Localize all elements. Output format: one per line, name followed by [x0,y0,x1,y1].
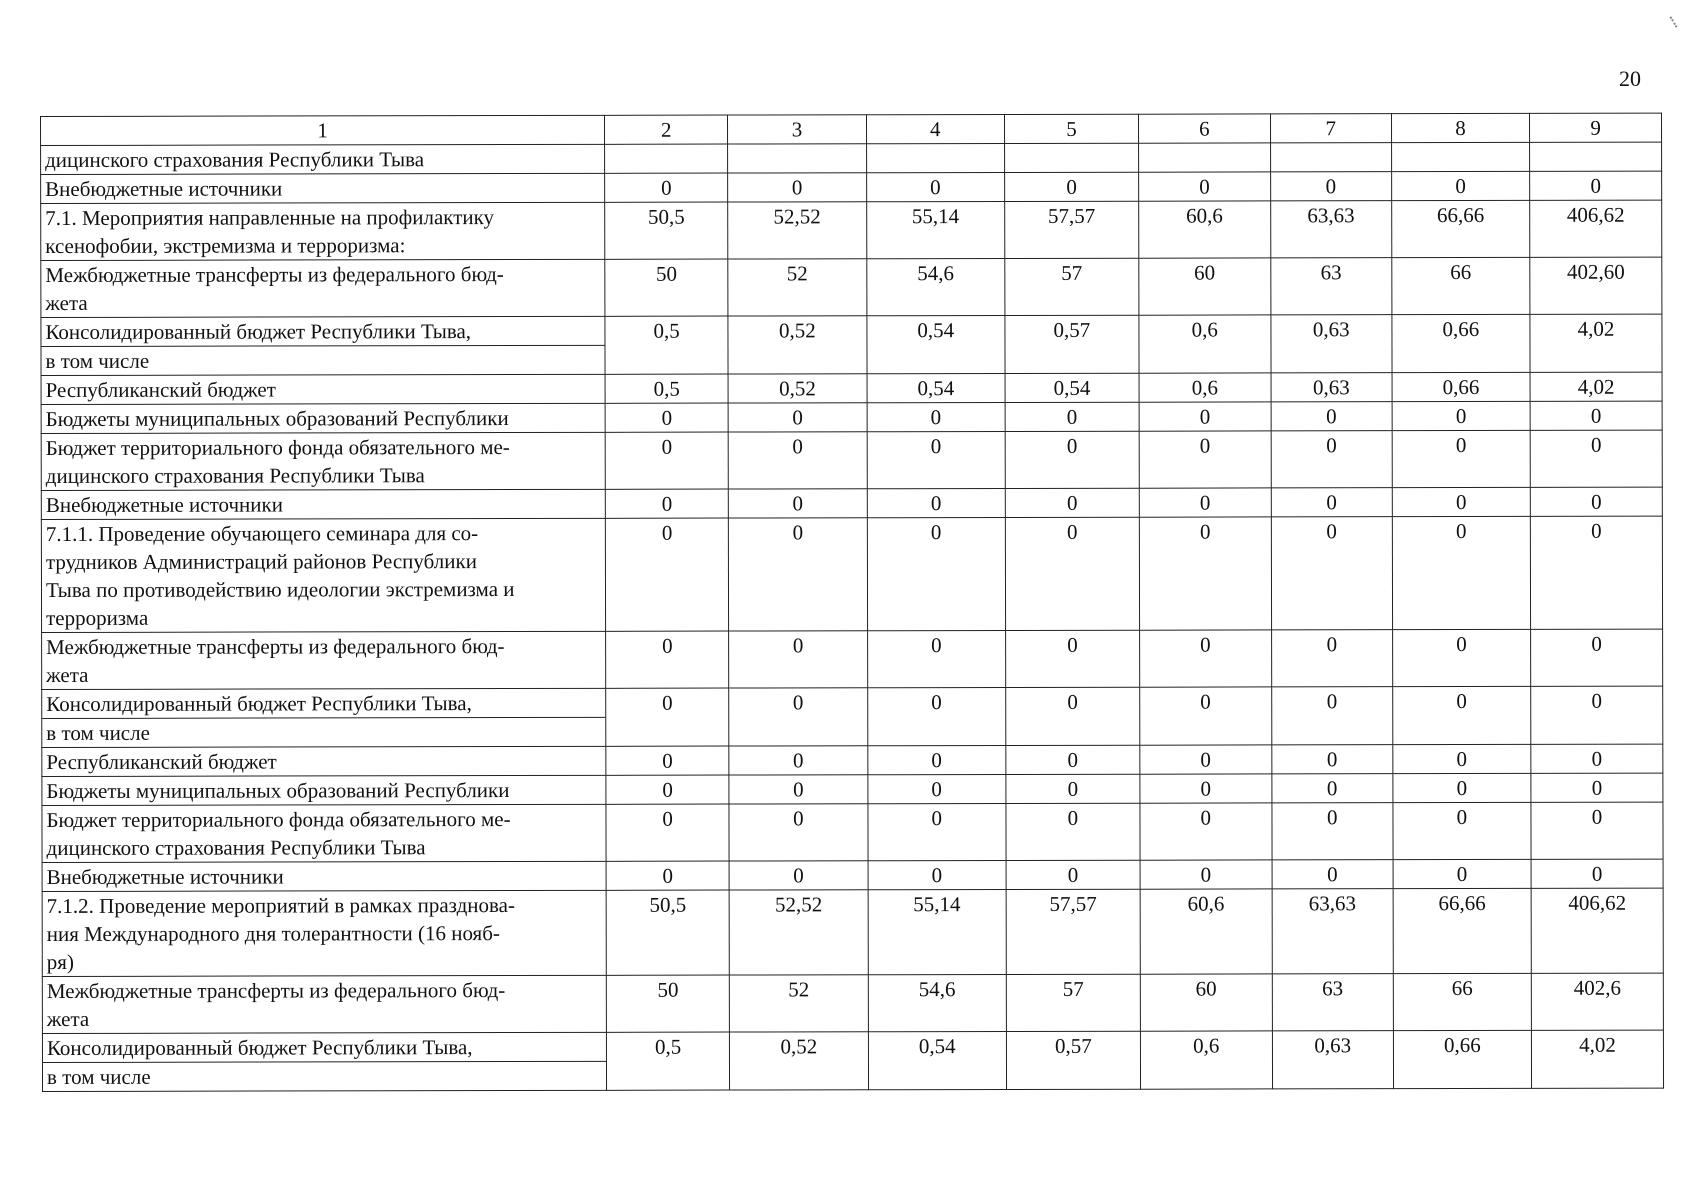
row-label-line: Внебюджетные источники [46,864,284,889]
value-cell: 0 [729,804,867,861]
value-cell: 0 [1005,630,1139,687]
table-row [41,142,1662,174]
value-cell: 0 [606,775,729,804]
value-cell: 55,14 [866,201,1004,258]
value-cell [1138,143,1270,172]
value-cell: 0 [1006,745,1140,774]
value-cell: 0 [1005,402,1139,431]
value-cell: 0 [729,688,867,746]
value-cell: 0,54 [1005,373,1139,402]
value-cell: 4,02 [1530,314,1662,372]
value-cell: 0,66 [1392,372,1530,401]
value-cell: 406,62 [1531,888,1663,973]
value-cell: 0 [605,173,728,202]
row-label-line: жета [45,290,88,315]
value-cell: 0 [1271,431,1392,488]
value-cell: 0 [1531,744,1663,773]
value-cell: 0 [1270,172,1391,201]
value-cell: 0 [605,432,728,489]
value-cell: 0 [729,631,867,688]
row-label [41,489,605,519]
table-row [42,888,1663,976]
value-cell: 63 [1272,974,1393,1031]
row-label-line: Консолидированный бюджет Республики Тыва, [46,691,472,716]
value-cell: 0,6 [1139,315,1271,373]
value-cell: 4,02 [1531,1030,1663,1088]
value-cell: 0 [1140,745,1272,774]
row-label [41,173,605,203]
value-cell: 0 [1530,516,1662,629]
row-label-line: ния Международного дня толерантности (16 нояб- [46,921,500,946]
value-cell: 0 [729,775,867,804]
value-cell: 0 [1392,430,1530,487]
value-cell: 0 [867,431,1005,488]
value-cell: 0,6 [1140,1031,1272,1089]
value-cell: 0 [1139,488,1271,517]
value-cell: 52 [730,975,868,1032]
row-label-line: Внебюджетные источники [45,492,283,517]
header-cell: 1 [41,115,605,145]
header-cell: 7 [1270,114,1391,143]
value-cell: 0 [1531,773,1663,802]
value-cell: 0 [606,861,729,890]
table-row [41,430,1662,490]
row-label-line: Тыва по противодействию идеологии экстремизма и [45,577,515,602]
value-cell: 0,66 [1392,314,1530,372]
table-row [41,200,1662,260]
value-cell: 66,66 [1393,888,1531,973]
value-cell: 0 [1392,401,1530,430]
value-cell: 0 [1272,803,1393,860]
value-cell: 0 [1139,172,1271,201]
value-cell: 0 [1005,517,1139,630]
value-cell: 0,63 [1271,373,1392,402]
value-cell: 66,66 [1391,200,1529,257]
value-cell: 0 [1139,402,1271,431]
table-row [42,773,1663,805]
value-cell: 66 [1393,973,1531,1030]
row-label-line: Внебюджетные источники [45,176,283,201]
table-row [41,372,1662,404]
row-label [42,861,606,891]
value-cell: 0 [1393,802,1531,859]
value-cell: 63 [1271,258,1392,315]
value-cell: 0 [1139,517,1271,630]
row-label-line: Бюджет территориального фонда обязательного ме- [45,435,510,460]
table-row [42,859,1663,891]
value-cell: 0,66 [1393,1030,1531,1088]
value-cell: 0 [1005,431,1139,488]
value-cell: 57 [1006,974,1140,1031]
header-cell: 9 [1530,113,1662,142]
value-cell: 0 [1530,487,1662,516]
table-row [41,487,1662,519]
row-label-line: в том числе [43,1061,606,1091]
value-cell: 0 [867,745,1005,774]
value-cell: 0 [728,403,866,432]
row-label [41,316,605,375]
header-cell: 2 [605,115,728,144]
row-label [41,144,605,174]
value-cell: 0 [867,687,1005,745]
value-cell: 0 [867,630,1005,687]
value-cell: 57,57 [1006,889,1140,974]
value-cell [1270,143,1391,172]
value-cell: 0 [1272,745,1393,774]
value-cell: 60,6 [1140,889,1272,974]
value-cell: 57,57 [1005,201,1139,258]
value-cell: 0 [1531,629,1663,686]
value-cell: 0,63 [1272,1031,1393,1089]
row-label-line: 7.1.2. Проведение мероприятий в рамках празднова- [46,893,515,918]
row-label [42,746,606,776]
value-cell: 0 [728,173,866,202]
value-cell: 0 [1393,773,1531,802]
value-cell: 402,6 [1531,973,1663,1030]
value-cell: 0 [1006,687,1140,745]
value-cell: 0 [1140,774,1272,803]
value-cell: 55,14 [868,889,1006,974]
value-cell: 0,57 [1006,1031,1140,1089]
table-row [42,973,1663,1033]
value-cell: 66 [1392,257,1530,314]
value-cell: 0 [1005,172,1139,201]
row-label-line: жета [46,662,89,687]
value-cell: 0 [1006,774,1140,803]
value-cell: 0 [867,402,1005,431]
value-cell: 60 [1140,974,1272,1031]
table-row [41,171,1662,203]
value-cell: 0 [729,861,867,890]
value-cell: 0 [1531,859,1663,888]
row-label-line: трудников Администраций районов Республики [45,549,477,574]
value-cell: 0 [868,803,1006,860]
row-label-line: Межбюджетные трансферты из федерального бюд- [45,262,504,287]
value-cell: 60 [1139,258,1271,315]
value-cell: 0 [866,172,1004,201]
value-cell: 0 [1140,687,1272,745]
value-cell: 0 [1391,171,1529,200]
value-cell: 0,52 [728,374,866,403]
header-cell: 8 [1391,113,1529,142]
value-cell [728,144,866,173]
value-cell: 0 [1271,402,1392,431]
budget-table [40,113,1664,1092]
row-label [41,259,605,317]
value-cell: 0 [867,488,1005,517]
value-cell: 0,63 [1271,315,1392,373]
value-cell: 0 [606,746,729,775]
value-cell: 50,5 [605,202,728,259]
row-label-line: дицинского страхования Республики Тыва [46,835,426,860]
table-row [41,516,1662,632]
row-label-line: ксенофобии, экстремизма и терроризма: [45,233,406,258]
value-cell: 0 [1006,803,1140,860]
value-cell: 0 [728,432,866,489]
value-cell: 0 [606,688,729,746]
value-cell: 0 [1530,430,1662,487]
table-body [41,113,1664,1091]
header-cell: 5 [1004,114,1138,143]
value-cell: 54,6 [866,258,1004,315]
value-cell: 57 [1005,258,1139,315]
value-cell: 0 [1139,630,1271,687]
value-cell [866,143,1004,172]
row-label [42,890,606,976]
row-label-line: 7.1.1. Проведение обучающего семинара для со- [45,521,479,546]
value-cell: 0 [605,403,728,432]
value-cell [1391,142,1529,171]
value-cell: 0 [1392,686,1530,744]
header-cell: 4 [866,114,1004,143]
row-label-line: Республиканский бюджет [46,749,277,774]
value-cell: 50,5 [606,890,729,975]
row-label [41,202,605,260]
value-cell: 52,52 [729,890,867,975]
row-label-line: терроризма [46,605,149,630]
value-cell: 0 [606,804,729,861]
page-number: 20 [1619,66,1641,91]
row-label-line: жета [46,1006,90,1031]
row-label [41,432,605,490]
row-label [42,775,606,805]
value-cell: 0 [867,517,1006,630]
value-cell: 52 [728,259,866,316]
table-row [41,401,1662,433]
value-cell: 0 [1271,630,1392,687]
value-cell: 0,54 [867,315,1005,373]
value-cell: 402,60 [1530,257,1662,314]
value-cell: 0 [729,518,868,631]
row-label [42,804,606,862]
value-cell: 54,6 [868,974,1006,1031]
table-row [42,1030,1663,1091]
value-cell [1004,143,1138,172]
row-label-line: Бюджет территориального фонда обязательного ме- [46,807,511,832]
value-cell: 63,63 [1270,201,1391,258]
value-cell: 0 [1392,629,1530,686]
value-cell: 0,54 [868,1031,1006,1089]
value-cell: 0 [1271,687,1392,745]
table-row [42,629,1663,689]
value-cell: 0,54 [867,373,1005,402]
value-cell: 0 [1272,774,1393,803]
value-cell: 0 [1531,686,1663,744]
value-cell: 50 [606,975,729,1032]
value-cell: 4,02 [1530,372,1662,401]
value-cell: 0 [1392,516,1531,629]
value-cell: 0 [868,860,1006,889]
row-label-line: Бюджеты муниципальных образований Республики [46,778,510,803]
row-label-line: Межбюджетные трансферты из федерального бюд- [46,634,505,659]
row-label-line: Бюджеты муниципальных образований Республики [45,406,509,431]
row-label [42,631,606,689]
value-cell [605,144,728,173]
value-cell: 0 [1531,802,1663,859]
row-label [41,374,605,404]
row-label [42,975,606,1033]
value-cell: 0 [1393,744,1531,773]
value-cell: 0 [1139,431,1271,488]
row-label [41,518,605,632]
value-cell: 0 [1140,860,1272,889]
row-label-line: Консолидированный бюджет Республики Тыва, [46,1035,473,1060]
row-label-line: Межбюджетные трансферты из федерального бюд- [46,978,506,1003]
value-cell [1530,142,1662,171]
row-label-line: в том числе [42,717,605,747]
table-row [42,686,1663,747]
value-cell: 0 [867,774,1005,803]
table-row [42,744,1663,776]
scan-mark [1670,12,1685,27]
row-label-line: в том числе [41,345,604,375]
row-label-line: дицинского страхования Республики Тыва [45,147,425,172]
row-label-line: 7.1. Мероприятия направленные на профилактику [45,205,495,230]
row-label-line: Республиканский бюджет [45,377,276,402]
row-label [42,1032,606,1091]
table-row [41,314,1662,375]
value-cell: 0 [606,631,729,688]
value-cell: 0 [1271,517,1392,630]
value-cell: 0,57 [1005,315,1139,373]
value-cell: 0 [605,489,728,518]
value-cell: 0,6 [1139,373,1271,402]
value-cell: 0 [605,518,728,631]
value-cell: 0 [1393,859,1531,888]
value-cell: 0 [729,746,867,775]
value-cell: 60,6 [1139,201,1271,258]
value-cell: 0 [1006,860,1140,889]
value-cell: 0 [1005,488,1139,517]
value-cell: 0 [1530,171,1662,200]
table-row [41,257,1662,317]
value-cell: 0 [729,489,867,518]
value-cell: 0,52 [728,316,866,374]
value-cell: 0,5 [607,1032,730,1090]
row-label [41,403,605,433]
header-row [41,113,1662,145]
row-label-line: дицинского страхования Республики Тыва [45,463,425,488]
value-cell: 0 [1392,487,1530,516]
value-cell: 0 [1530,401,1662,430]
row-label [42,688,606,747]
value-cell: 50 [605,259,728,316]
value-cell: 63,63 [1272,889,1393,974]
value-cell: 0,52 [730,1032,868,1090]
table-row [42,802,1663,862]
value-cell: 0,5 [605,316,728,374]
value-cell: 0 [1140,803,1272,860]
header-cell: 6 [1138,114,1270,143]
value-cell: 0 [1271,488,1392,517]
value-cell: 52,52 [728,202,866,259]
row-label-line: Консолидированный бюджет Республики Тыва, [45,319,472,344]
header-cell: 3 [728,115,866,144]
value-cell: 406,62 [1530,200,1662,257]
row-label-line: ря) [46,949,74,974]
value-cell: 0 [1272,860,1393,889]
value-cell: 0,5 [605,374,728,403]
